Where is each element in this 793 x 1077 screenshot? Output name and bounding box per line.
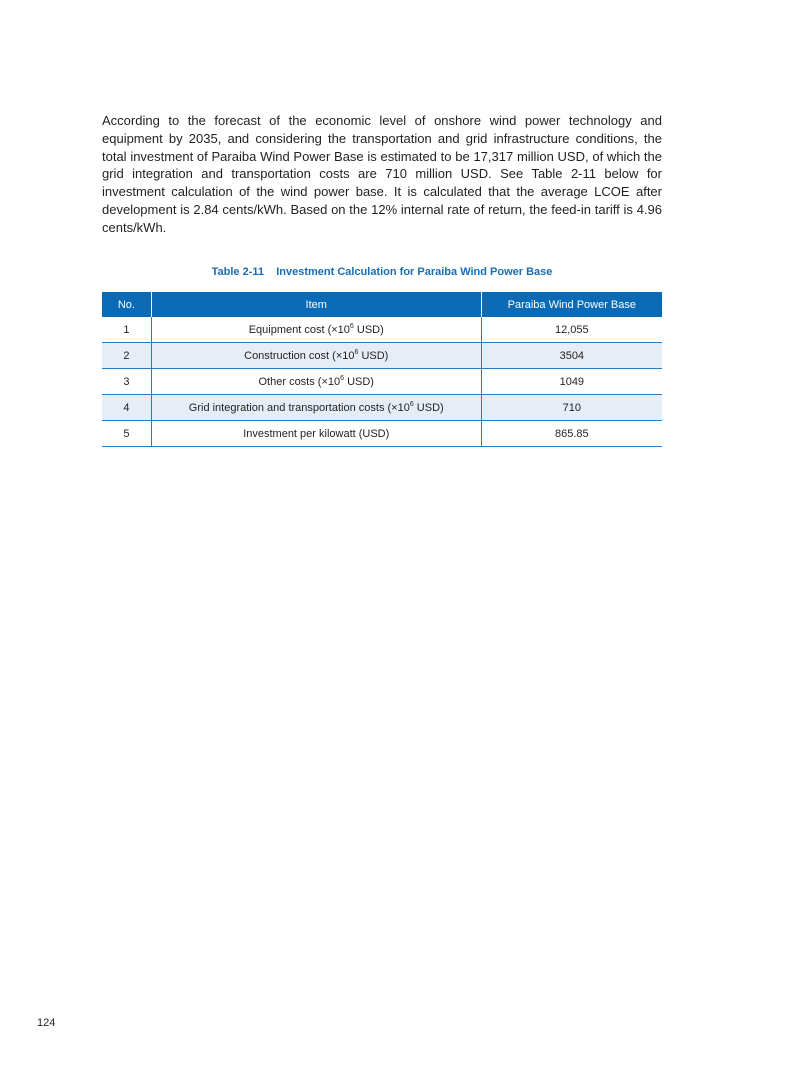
item-unit: USD) xyxy=(344,375,374,388)
item-exponent: 6 xyxy=(409,400,414,408)
header-no: No. xyxy=(102,292,151,317)
row-item xyxy=(151,421,481,447)
row-no: 5 xyxy=(102,421,151,447)
row-item xyxy=(151,369,481,395)
table-row xyxy=(102,317,662,343)
header-item: Item xyxy=(151,292,481,317)
row-item xyxy=(151,317,481,343)
item-exponent: 6 xyxy=(340,374,345,382)
item-unit: USD) xyxy=(413,401,444,414)
item-unit: USD) xyxy=(353,323,384,336)
investment-table xyxy=(102,292,662,447)
item-exponent: 6 xyxy=(354,348,359,356)
table-caption: Table 2-11 Investment Calculation for Paraiba Wind Power Base xyxy=(211,266,553,278)
row-no: 3 xyxy=(102,369,151,395)
table-row xyxy=(102,369,662,395)
item-text: Other costs (×10 xyxy=(258,375,341,388)
table-header-row xyxy=(102,292,662,317)
table-row xyxy=(102,421,662,447)
table-row xyxy=(102,343,662,369)
page-number: 124 xyxy=(37,1017,56,1029)
item-text: Investment per kilowatt (USD) xyxy=(243,427,390,440)
item-unit: USD) xyxy=(358,349,389,362)
row-value: 12,055 xyxy=(481,317,662,343)
item-text: Grid integration and transportation costs (×10 xyxy=(188,401,410,414)
row-value: 710 xyxy=(481,395,662,421)
item-exponent: 6 xyxy=(349,322,354,330)
table-row xyxy=(102,395,662,421)
row-value: 1049 xyxy=(481,369,662,395)
item-text: Equipment cost (×10 xyxy=(248,323,350,336)
row-value: 865.85 xyxy=(481,421,662,447)
row-no: 1 xyxy=(102,317,151,343)
row-item xyxy=(151,343,481,369)
row-value: 3504 xyxy=(481,343,662,369)
item-text: Construction cost (×10 xyxy=(244,349,355,362)
row-no: 2 xyxy=(102,343,151,369)
body-paragraph: According to the forecast of the economic level of onshore wind power technology and equipment by 2035, and considering the transportation and grid infrastructure conditions, the total investment of Paraiba Wind Power Base is estimated to be 17,317 million USD, of which the grid integration and transportation costs are 710 million USD. See Table 2-11 below for investment calculation of the wind power base. It is calculated that the average LCOE after development is 2.84 cents/kWh. Based on the 12% internal rate of return, the feed-in tariff is 4.96 cents/kWh. xyxy=(102,113,662,235)
header-value: Paraiba Wind Power Base xyxy=(481,292,662,317)
row-no: 4 xyxy=(102,395,151,421)
row-item xyxy=(151,395,481,421)
